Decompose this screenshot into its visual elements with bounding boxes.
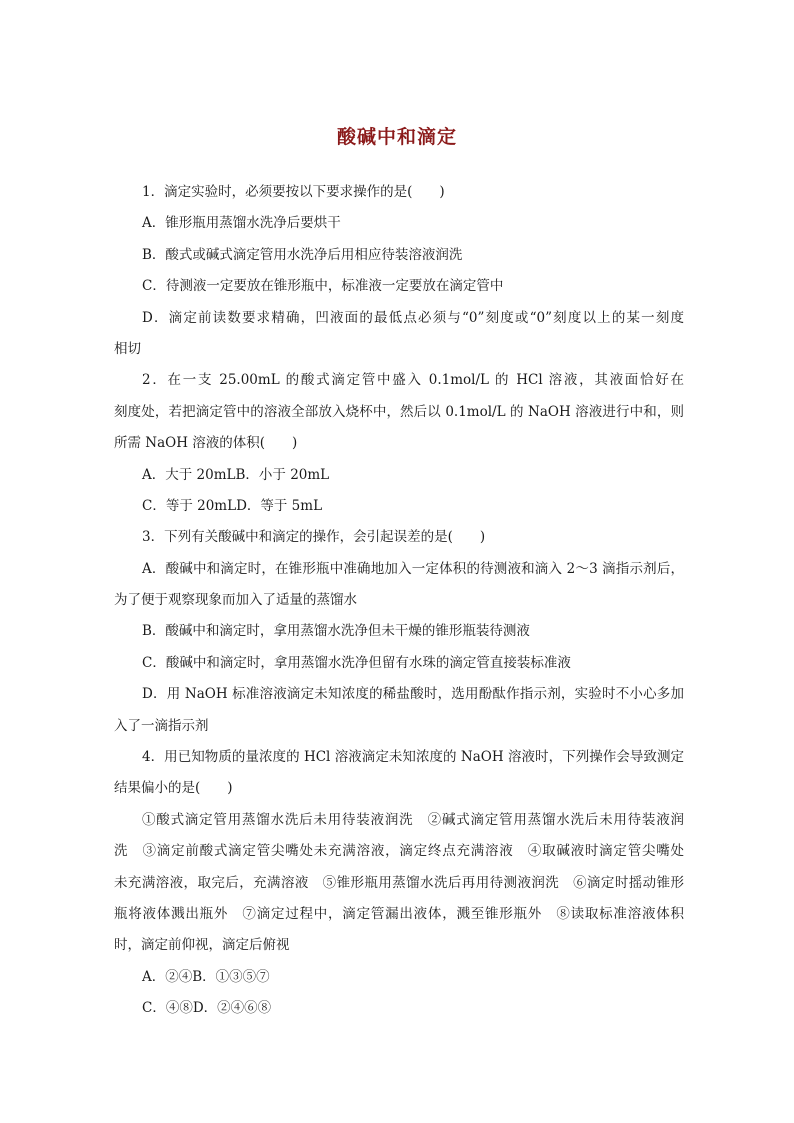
question-3-option-b: B．酸碱中和滴定时，拿用蒸馏水洗净但未干燥的锥形瓶装待测液 [142, 623, 530, 640]
question-2-stem-cont-2: 所需 NaOH 溶液的体积( ) [114, 435, 298, 452]
question-4-items-cont-4: 时，滴定前仰视，滴定后俯视 [114, 937, 290, 954]
question-3-option-a-cont: 为了便于观察现象而加入了适量的蒸馏水 [114, 592, 357, 609]
question-2-stem-cont: 刻度处，若把滴定管中的溶液全部放入烧杯中，然后以 0.1mol/L 的 NaOH 溶液进行中和，则 [114, 403, 684, 420]
question-2-stem: 2．在一支 25.00mL 的酸式滴定管中盛入 0.1mol/L 的 HCl 溶液，其液面恰好在 [142, 372, 684, 389]
question-4-stem: 4．用已知物质的量浓度的 HCl 溶液滴定未知浓度的 NaOH 溶液时，下列操作会导致测定 [142, 749, 684, 766]
question-3-option-d: D．用 NaOH 标准溶液滴定未知浓度的稀盐酸时，选用酚酞作指示剂，实验时不小心多加 [142, 686, 684, 703]
page-title: 酸碱中和滴定 [336, 126, 457, 148]
question-3-option-d-cont: 入了一滴指示剂 [114, 717, 209, 734]
question-3-option-a: A．酸碱中和滴定时，在锥形瓶中准确地加入一定体积的待测液和滴入 2～3 滴指示剂后， [142, 560, 684, 577]
question-1-option-b: B．酸式或碱式滴定管用水洗净后用相应待装溶液润洗 [142, 246, 463, 263]
question-body [114, 177, 684, 1025]
question-1-option-d: D．滴定前读数要求精确，凹液面的最低点必须与“0”刻度或“0”刻度以上的某一刻度 [142, 309, 684, 326]
question-4-options-ab: A．②④B．①③⑤⑦ [142, 968, 270, 985]
question-1-option-d-cont: 相切 [114, 340, 141, 357]
question-1-stem: 1．滴定实验时，必须要按以下要求操作的是( ) [142, 184, 445, 200]
question-4-items-cont: 洗 ③滴定前酸式滴定管尖嘴处未充满溶液，滴定终点充满溶液 ④取碱液时滴定管尖嘴处 [114, 843, 684, 860]
question-4-items-cont-3: 瓶将液体溅出瓶外 ⑦滴定过程中，滴定管漏出液体，溅至锥形瓶外 ⑧读取标准溶液体积 [114, 905, 684, 922]
question-2-options-ab: A．大于 20mLB．小于 20mL [142, 466, 330, 483]
question-2-options-cd: C．等于 20mLD．等于 5mL [142, 497, 323, 514]
question-3-stem: 3．下列有关酸碱中和滴定的操作，会引起误差的是( ) [142, 529, 486, 546]
question-3-option-c: C．酸碱中和滴定时，拿用蒸馏水洗净但留有水珠的滴定管直接装标准液 [142, 654, 571, 671]
question-1-option-c: C．待测液一定要放在锥形瓶中，标准液一定要放在滴定管中 [142, 278, 504, 295]
question-1-option-a: A．锥形瓶用蒸馏水洗净后要烘干 [142, 215, 341, 232]
question-4-items-cont-2: 未充满溶液，取完后，充满溶液 ⑤锥形瓶用蒸馏水洗后再用待测液润洗 ⑥滴定时摇动锥形 [114, 874, 684, 891]
question-4-options-cd: C．④⑧D．②④⑥⑧ [142, 1000, 272, 1017]
question-4-items: ①酸式滴定管用蒸馏水洗后未用待装液润洗 ②碱式滴定管用蒸馏水洗后未用待装液润 [142, 811, 684, 828]
question-4-stem-cont: 结果偏小的是( ) [114, 780, 233, 797]
